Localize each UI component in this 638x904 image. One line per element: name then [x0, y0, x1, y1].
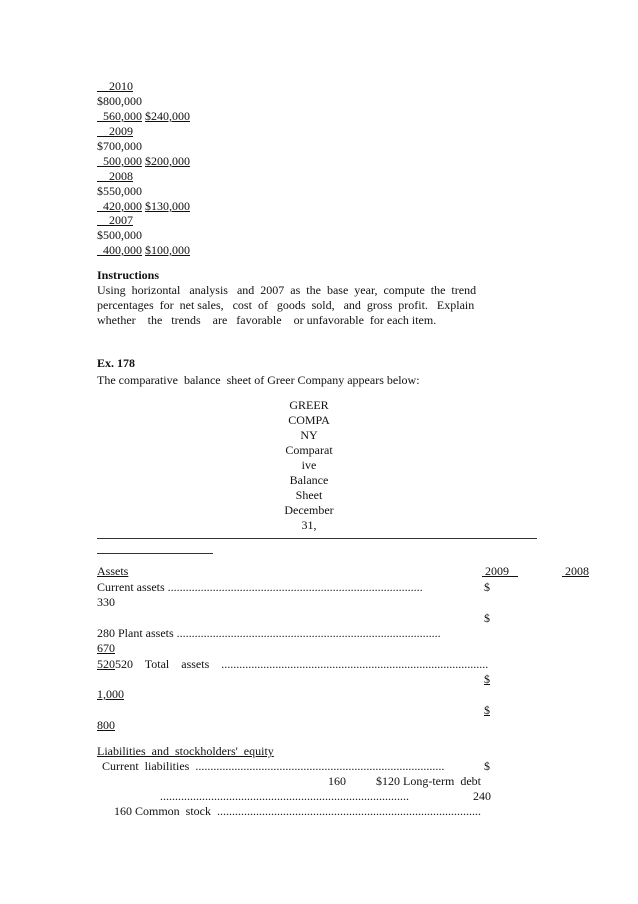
- header-line: Comparat: [285, 443, 333, 457]
- column-header-2009: 2009: [485, 564, 509, 578]
- current-assets-2009: 330: [97, 595, 115, 609]
- year-label: 2009: [109, 124, 133, 138]
- header-line: ive: [301, 458, 317, 472]
- divider-rule: [97, 538, 537, 539]
- current-assets-line: Current assets .....................................................................................: [97, 580, 423, 594]
- dollar-sign: $: [484, 580, 490, 594]
- sales-value: $500,000: [97, 228, 142, 242]
- header-line: COMPA: [288, 413, 330, 427]
- long-term-debt-dots: ...................................................................................: [160, 789, 409, 803]
- header-line: Sheet: [295, 488, 323, 502]
- liabilities-heading: Liabilities and stockholders' equity: [97, 744, 274, 758]
- cogs-gross-row: 420,000 $130,000: [103, 199, 190, 213]
- sales-value: $550,000: [97, 184, 142, 198]
- cogs-gross-row: 560,000 $240,000: [103, 109, 190, 123]
- dollar-sign: $: [484, 703, 490, 717]
- dollar-sign: $: [484, 672, 490, 686]
- header-line: December: [284, 503, 334, 517]
- current-liabilities-line: Current liabilities ...................................................................................: [102, 759, 445, 773]
- instructions-line: percentages for net sales, cost of goods sold, and gross profit. Explain: [97, 298, 475, 312]
- assets-heading: Assets: [97, 564, 129, 578]
- dollar-sign: $: [484, 611, 490, 625]
- cogs-gross-row: 500,000 $200,000: [103, 154, 190, 168]
- year-label: 2007: [109, 213, 133, 227]
- liabilities-values: 160 $120 Long-term debt: [328, 774, 481, 788]
- year-label: 2010: [109, 79, 133, 93]
- header-line: 31,: [301, 518, 317, 532]
- sales-value: $800,000: [97, 94, 142, 108]
- total-assets-line: 520520 Total assets .........................................................................................: [97, 657, 489, 671]
- instructions-heading: Instructions: [97, 268, 160, 282]
- header-line: NY: [300, 428, 318, 442]
- header-line: GREER: [289, 398, 329, 412]
- exercise-intro: The comparative balance sheet of Greer Company appears below:: [97, 373, 420, 387]
- total-assets-2009: 1,000: [97, 687, 124, 701]
- plant-assets-2009: 670: [97, 641, 115, 655]
- year-label: 2008: [109, 169, 133, 183]
- exercise-number: Ex. 178: [97, 356, 136, 370]
- long-term-debt-value: 240: [473, 789, 491, 803]
- divider-rule: [97, 553, 213, 554]
- dollar-sign: $: [484, 759, 490, 773]
- sales-value: $700,000: [97, 139, 142, 153]
- plant-assets-line: 280 Plant assets ........................................................................................: [97, 626, 441, 640]
- instructions-line: whether the trends are favorable or unfavorable for each item.: [97, 313, 437, 327]
- header-line: Balance: [289, 473, 329, 487]
- common-stock-line: 160 Common stock ........................................................................................: [114, 804, 482, 818]
- column-header-2008: 2008: [565, 564, 589, 578]
- cogs-gross-row: 400,000 $100,000: [103, 243, 190, 257]
- instructions-line: Using horizontal analysis and 2007 as the base year, compute the trend: [97, 283, 477, 297]
- total-assets-2008: 800: [97, 718, 115, 732]
